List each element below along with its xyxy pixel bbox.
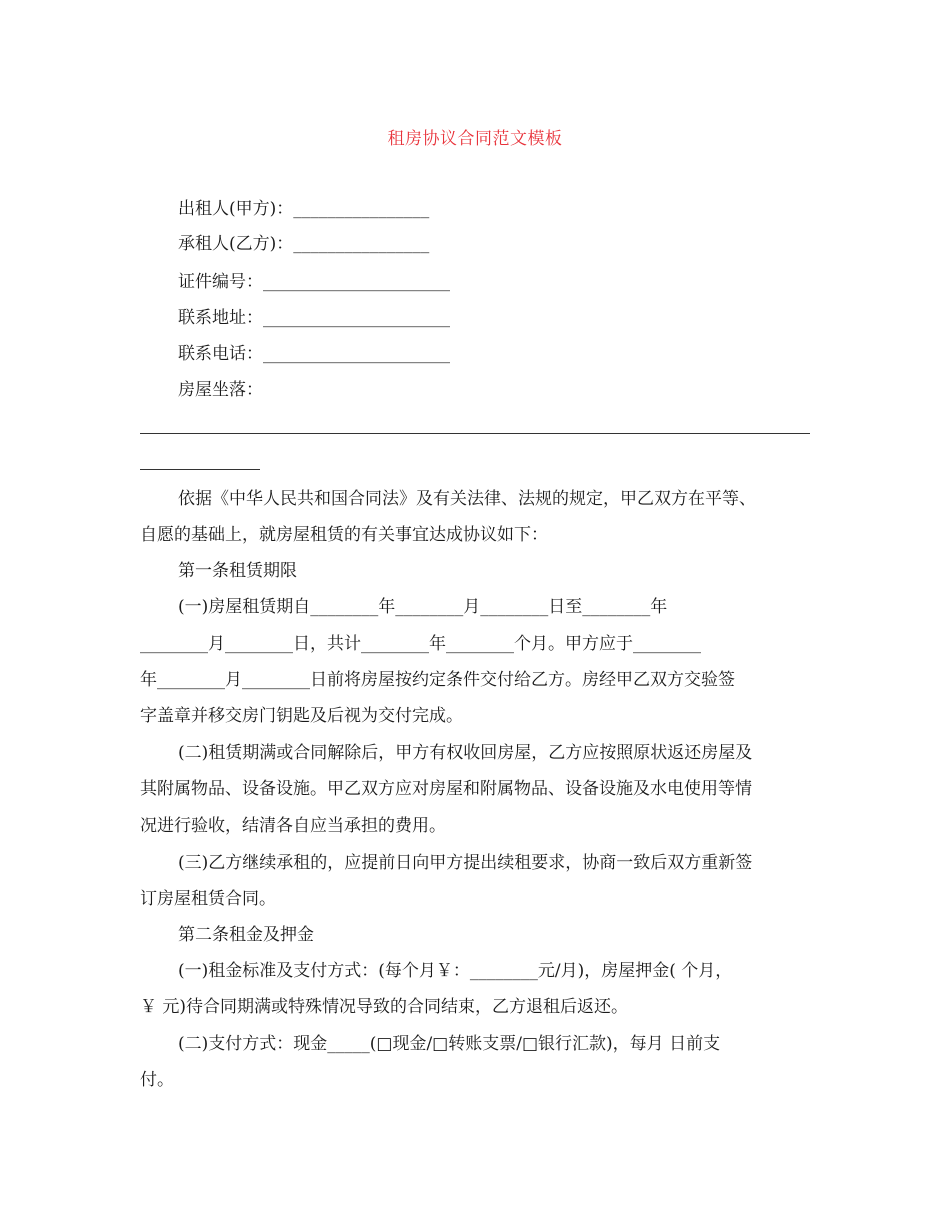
location-blank-line — [140, 433, 810, 434]
preamble-line-2: 自愿的基础上，就房屋租赁的有关事宜达成协议如下： — [140, 525, 548, 545]
document-title: 租房协议合同范文模板 — [387, 129, 563, 149]
clause-1-3-line-2: 订房屋租赁合同。 — [140, 889, 276, 909]
preamble-line-1: 依据《中华人民共和国合同法》及有关法律、法规的规定，甲乙双方在平等、 — [178, 489, 756, 509]
clause-1-1-line-3: 年________月________日前将房屋按约定条件交付给乙方。房经甲乙双方交验签 — [140, 670, 735, 690]
address-field: 联系地址：______________________ — [178, 308, 450, 328]
clause-1-2-line-3: 况进行验收，结清各自应当承担的费用。 — [140, 816, 446, 836]
id-number-field: 证件编号：______________________ — [178, 272, 450, 292]
house-location-field: 房屋坐落： — [178, 380, 263, 400]
location-blank-line-end — [140, 469, 260, 470]
clause-1-3-line-1: (三)乙方继续承租的，应提前日向甲方提出续租要求，协商一致后双方重新签 — [178, 853, 753, 873]
article-1-heading: 第一条租赁期限 — [178, 561, 297, 581]
article-2-heading: 第二条租金及押金 — [178, 925, 314, 945]
clause-2-1-line-1: (一)租金标准及支付方式：(每个月￥：________元/月)，房屋押金( 个月， — [178, 961, 733, 981]
phone-field: 联系电话：______________________ — [178, 344, 450, 364]
clause-2-2-line-2: 付。 — [140, 1070, 174, 1090]
lessee-field: 承租人(乙方)：________________ — [178, 234, 430, 254]
clause-1-1-line-4: 字盖章并移交房门钥匙及后视为交付完成。 — [140, 706, 463, 726]
clause-2-1-line-2: ￥ 元)待合同期满或特殊情况导致的合同结束，乙方退租后返还。 — [140, 997, 629, 1017]
clause-2-2-line-1: (二)支付方式：现金_____(□现金/□转账支票/□银行汇款)，每月 日前支 — [178, 1034, 721, 1054]
clause-1-1-line-1: (一)房屋租赁期自________年________月________日至________年 — [178, 597, 668, 617]
lessor-field: 出租人(甲方)：________________ — [178, 199, 430, 219]
clause-1-1-line-2: ________月________日，共计________年________个月。甲方应于________ — [140, 634, 701, 654]
clause-1-2-line-2: 其附属物品、设备设施。甲乙双方应对房屋和附属物品、设备设施及水电使用等情 — [140, 779, 752, 799]
clause-1-2-line-1: (二)租赁期满或合同解除后，甲方有权收回房屋，乙方应按照原状返还房屋及 — [178, 743, 753, 763]
